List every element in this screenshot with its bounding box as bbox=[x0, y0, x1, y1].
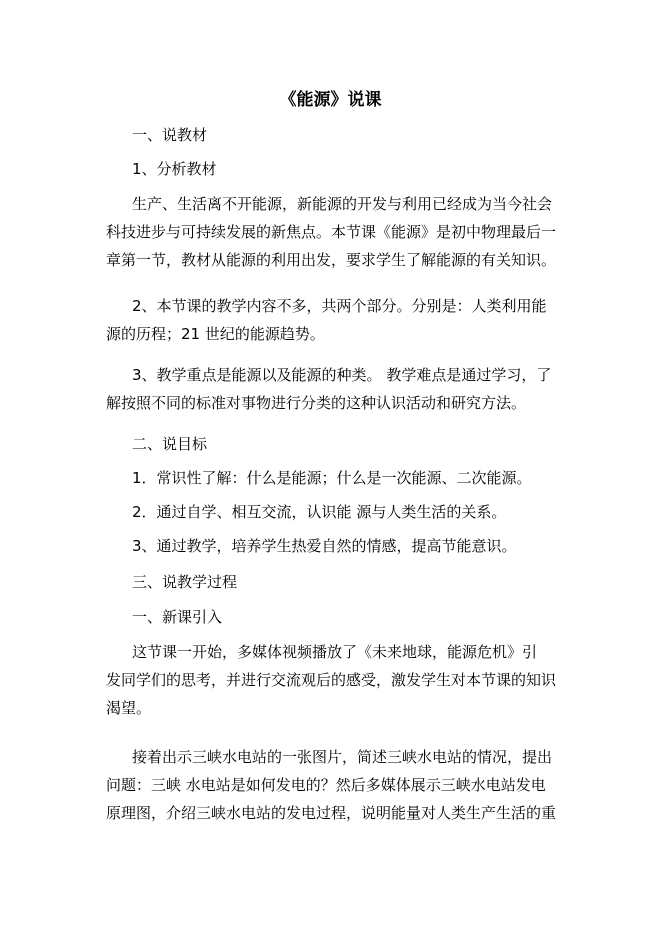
paragraph-3: 3、教学重点是能源以及能源的种类。 教学难点是通过学习，了 解按照不同的标准对事物进行分类的这种认识活动和研究方法。 bbox=[106, 366, 552, 412]
paragraph-4: 这节课一开始，多媒体视频播放了《未来地球，能源危机》引 发同学们的思考，并进行交流观后的感受，激发学生对本节课的知识 渴望。 bbox=[106, 643, 557, 717]
goal-item: 1．常识性了解：什么是能源；什么是一次能源、二次能源。 bbox=[132, 469, 532, 487]
section-3-heading: 三、说教学过程 bbox=[132, 573, 238, 591]
section-1-subheading: 1、分析教材 bbox=[132, 160, 217, 178]
section-1-heading: 一、说教材 bbox=[132, 126, 208, 144]
goals-list bbox=[106, 464, 564, 560]
goal-item: 2．通过自学、相互交流，认识能 源与人类生活的关系。 bbox=[132, 503, 507, 521]
goal-item: 3、通过教学，培养学生热爱自然的情感，提高节能意识。 bbox=[132, 537, 517, 555]
section-3-subheading: 一、新课引入 bbox=[132, 608, 223, 626]
section-2-heading: 二、说目标 bbox=[132, 435, 208, 453]
document-title: 《能源》说课 bbox=[279, 90, 382, 110]
paragraph-5: 接着出示三峡水电站的一张图片，简述三峡水电站的情况，提出 问题：三峡 水电站是如何发电的？然后多媒体展示三峡水电站发电 原理图，介绍三峡水电站的发电过程，说明能量对人类生产生活的重 bbox=[106, 748, 557, 822]
paragraph-2: 2、本节课的教学内容不多，共两个部分。分别是：人类利用能 源的历程；21 世纪的能源趋势。 bbox=[106, 297, 547, 343]
paragraph-1: 生产、生活离不开能源，新能源的开发与利用已经成为当今社会 科技进步与可持续发展的新焦点。本节课《能源》是初中物理最后一 章第一节，教材从能源的利用出发，要求学生了解能源的有关知识。 bbox=[106, 195, 557, 269]
